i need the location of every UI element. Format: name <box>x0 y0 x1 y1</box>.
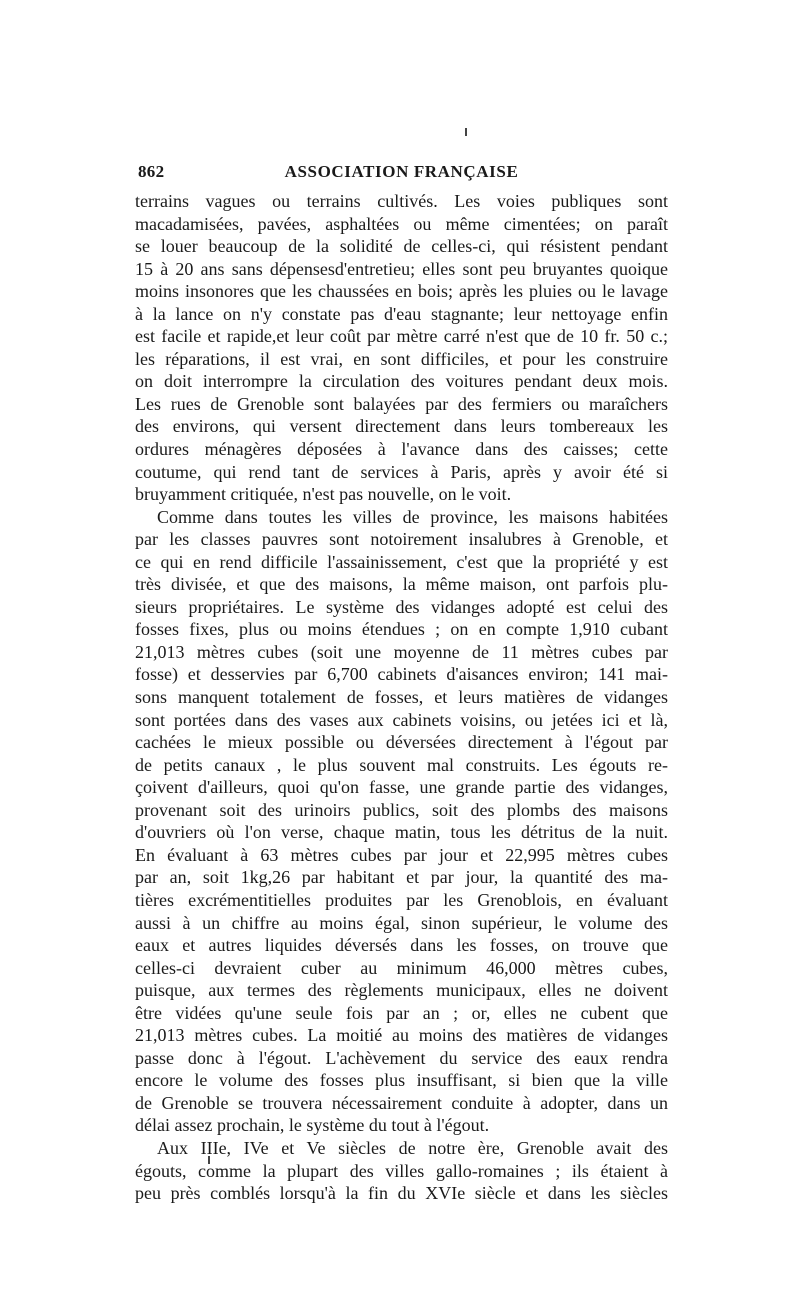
text-line: de Grenoble se trouvera nécessairement conduite à adopter, dans un <box>135 1092 668 1113</box>
text-line: puisque, aux termes des règlements municipaux, elles ne doivent <box>135 980 668 1001</box>
page-number: 862 <box>138 162 165 181</box>
text-line: ordures ménagères déposées à l'avance dans des caisses; cette <box>135 439 668 460</box>
text-line: être vidées qu'une seule fois par an ; or, elles ne cubent que <box>135 1002 668 1023</box>
text-line: ce qui en rend difficile l'assainissement, c'est que la propriété y est <box>135 551 668 572</box>
text-line: 21,013 mètres cubes (soit une moyenne de 11 mètres cubes par <box>135 641 668 662</box>
body-text <box>135 190 668 1205</box>
text-line: sieurs propriétaires. Le système des vidanges adopté est celui des <box>135 596 668 617</box>
text-line: moins insonores que les chaussées en bois; après les pluies ou le lavage <box>135 281 668 302</box>
text-line: 15 à 20 ans sans dépensesd'entretieu; elles sont peu bruyantes quoique <box>135 258 668 279</box>
text-line: sont portées dans des vases aux cabinets voisins, ou jetées ici et là, <box>135 709 668 730</box>
text-line: sons manquent totalement de fosses, et leurs matières de vidanges <box>135 687 668 708</box>
text-line: celles-ci devraient cuber au minimum 46,000 mètres cubes, <box>135 957 668 978</box>
text-line: les réparations, il est vrai, en sont difficiles, et pour les construire <box>135 348 668 369</box>
text-line: d'ouvriers où l'on verse, chaque matin, tous les détritus de la nuit. <box>135 822 668 843</box>
text-line: passe donc à l'égout. L'achèvement du service des eaux rendra <box>135 1047 668 1068</box>
text-line: des environs, qui versent directement dans leurs tombereaux les <box>135 416 668 437</box>
text-line: fosses fixes, plus ou moins étendues ; on en compte 1,910 cubant <box>135 619 668 640</box>
text-line: Comme dans toutes les villes de province, les maisons habitées <box>157 506 668 527</box>
text-line: est facile et rapide,et leur coût par mètre carré n'est que de 10 fr. 50 c.; <box>135 326 668 347</box>
text-line: égouts, comme la plupart des villes gallo-romaines ; ils étaient à <box>135 1160 668 1181</box>
text-line: 21,013 mètres cubes. La moitié au moins des matières de vidanges <box>135 1025 668 1046</box>
text-line: encore le volume des fosses plus insuffisant, si bien que la ville <box>135 1070 668 1091</box>
running-head: ASSOCIATION FRANÇAISE <box>284 162 519 181</box>
text-line: Les rues de Grenoble sont balayées par des fermiers ou maraîchers <box>135 393 668 414</box>
text-line: çoivent d'ailleurs, quoi qu'on fasse, une grande partie des vidanges, <box>135 777 668 798</box>
text-line: eaux et autres liquides déversés dans les fosses, on trouve que <box>135 935 668 956</box>
text-line: par les classes pauvres sont notoirement insalubres à Grenoble, et <box>135 529 668 550</box>
text-line: terrains vagues ou terrains cultivés. Les voies publiques sont <box>135 191 668 211</box>
text-line: fosse) et desservies par 6,700 cabinets d'aisances environ; 141 mai- <box>135 664 668 685</box>
text-line: tières excrémentitielles produites par les Grenoblois, en évaluant <box>135 889 668 910</box>
text-line: aussi à un chiffre au moins égal, sinon supérieur, le volume des <box>135 912 668 933</box>
text-line: Aux IIIe, IVe et Ve siècles de notre ère, Grenoble avait des <box>157 1137 668 1158</box>
text-line: délai assez prochain, le système du tout à l'égout. <box>135 1115 490 1136</box>
text-line: coutume, qui rend tant de services à Paris, après y avoir été si <box>135 461 668 482</box>
page-header <box>135 162 668 186</box>
text-line: cachées le mieux possible ou déversées directement à l'égout par <box>135 732 668 753</box>
text-line: En évaluant à 63 mètres cubes par jour et 22,995 mètres cubes <box>135 844 668 865</box>
text-line: très divisée, et que des maisons, la même maison, ont parfois plu- <box>135 574 668 595</box>
text-line: peu près comblés lorsqu'à la fin du XVIe siècle et dans les siècles <box>135 1183 668 1204</box>
printing-mark-top <box>465 128 467 136</box>
book-page <box>135 162 668 1205</box>
text-line: bruyamment critiquée, n'est pas nouvelle, on le voit. <box>135 484 512 505</box>
text-line: se louer beaucoup de la solidité de celles-ci, qui résistent pendant <box>135 236 668 257</box>
text-line: par an, soit 1kg,26 par habitant et par jour, la quantité des ma- <box>135 867 668 888</box>
text-line: de petits canaux , le plus souvent mal construits. Les égouts re- <box>135 754 668 775</box>
text-line: macadamisées, pavées, asphaltées ou même cimentées; on paraît <box>135 213 668 234</box>
text-line: provenant soit des urinoirs publics, soit des plombs des maisons <box>135 799 668 820</box>
text-line: on doit interrompre la circulation des voitures pendant deux mois. <box>135 371 668 392</box>
text-line: à la lance on n'y constate pas d'eau stagnante; leur nettoyage enfin <box>135 303 668 324</box>
